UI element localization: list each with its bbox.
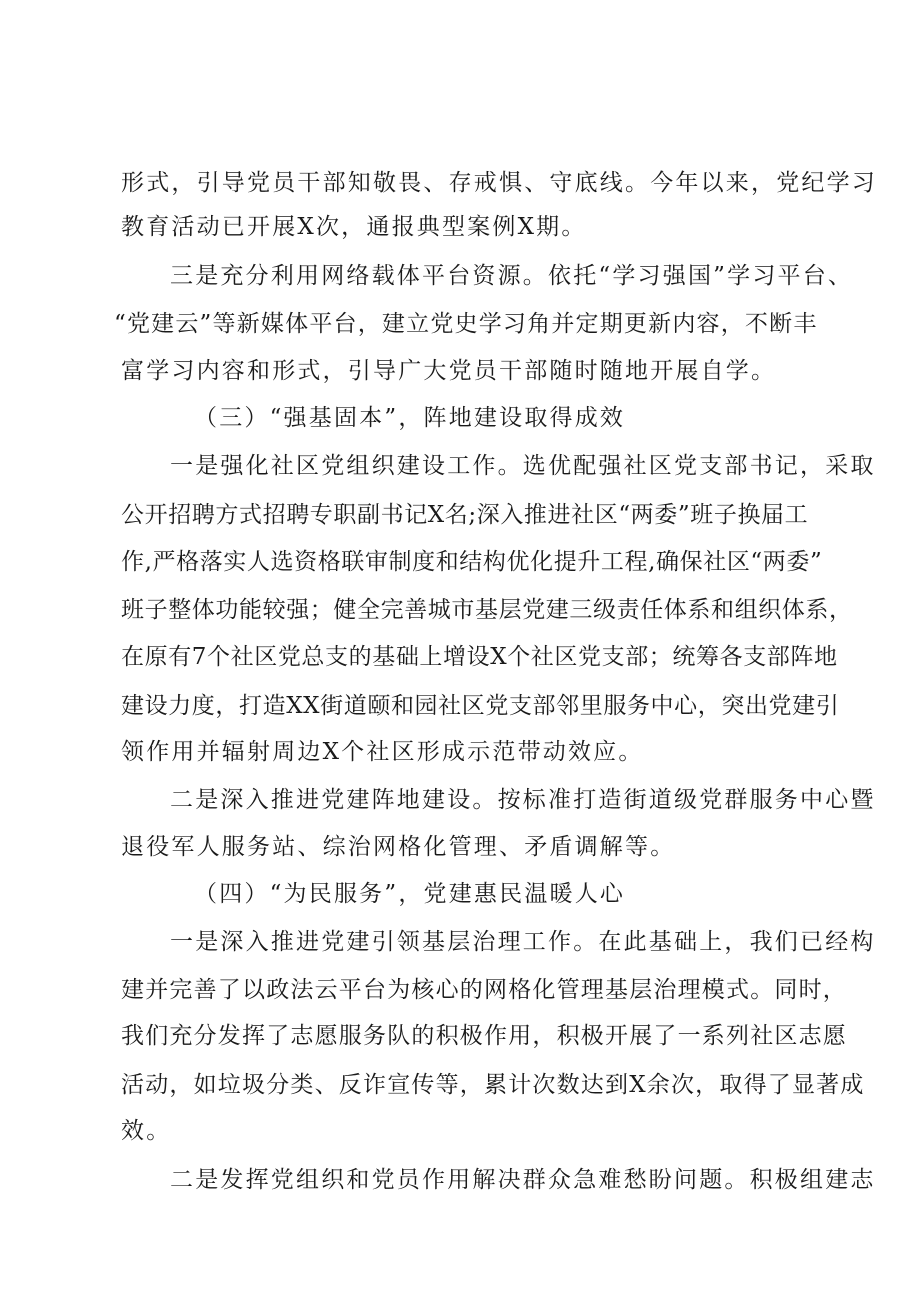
text-line: 我们充分发挥了志愿服务队的积极作用，积极开展了一系列社区志愿	[121, 1023, 847, 1049]
paragraph-start-line: 三是充分利用网络载体平台资源。依托“学习强国”学习平台、	[170, 263, 854, 289]
paragraph-start-line: 二是深入推进党建阵地建设。按标准打造街道级党群服务中心暨	[170, 787, 876, 813]
text-line: 退役军人服务站、综治网格化管理、矛盾调解等。	[121, 834, 676, 860]
text-line: 效。	[121, 1118, 172, 1144]
text-line: 公开招聘方式招聘专职副书记X名;深入推进社区“两委”班子换届工	[121, 502, 809, 528]
text-line: 在原有7个社区党总支的基础上增设X个社区党支部；统筹各支部阵地	[121, 644, 838, 670]
text-line: 形式，引导党员干部知敬畏、存戒惧、守底线。今年以来，党纪学习	[121, 170, 877, 196]
text-line: 建设力度，打造XX街道颐和园社区党支部邻里服务中心，突出党建引	[121, 693, 840, 719]
text-line: 活动，如垃圾分类、反诈宣传等，累计次数达到X余次，取得了显著成	[121, 1072, 865, 1098]
text-line: 班子整体功能较强；健全完善城市基层党建三级责任体系和组织体系，	[121, 597, 853, 623]
text-line: 建并完善了以政法云平台为核心的网格化管理基层治理模式。同时，	[121, 977, 847, 1003]
paragraph-start-line: 一是深入推进党建引领基层治理工作。在此基础上，我们已经构	[170, 929, 876, 955]
paragraph-start-line: 二是发挥党组织和党员作用解决群众急难愁盼问题。积极组建志	[170, 1167, 876, 1193]
text-line: 教育活动已开展X次，通报典型案例X期。	[121, 214, 587, 240]
paragraph-start-line: 一是强化社区党组织建设工作。选优配强社区党支部书记，采取	[170, 453, 876, 479]
text-line: 富学习内容和形式，引导广大党员干部随时随地开展自学。	[121, 358, 777, 384]
text-line: 领作用并辐射周边X个社区形成示范带动效应。	[121, 739, 644, 765]
text-line: 作,严格落实人选资格联审制度和结构优化提升工程,确保社区“两委”	[121, 549, 823, 575]
section-heading-4: （四）“为民服务”，党建惠民温暖人心	[194, 881, 626, 907]
text-line: “党建云”等新媒体平台，建立党史学习角并定期更新内容，不断丰	[114, 311, 818, 337]
section-heading-3: （三）“强基固本”，阵地建设取得成效	[194, 405, 626, 431]
